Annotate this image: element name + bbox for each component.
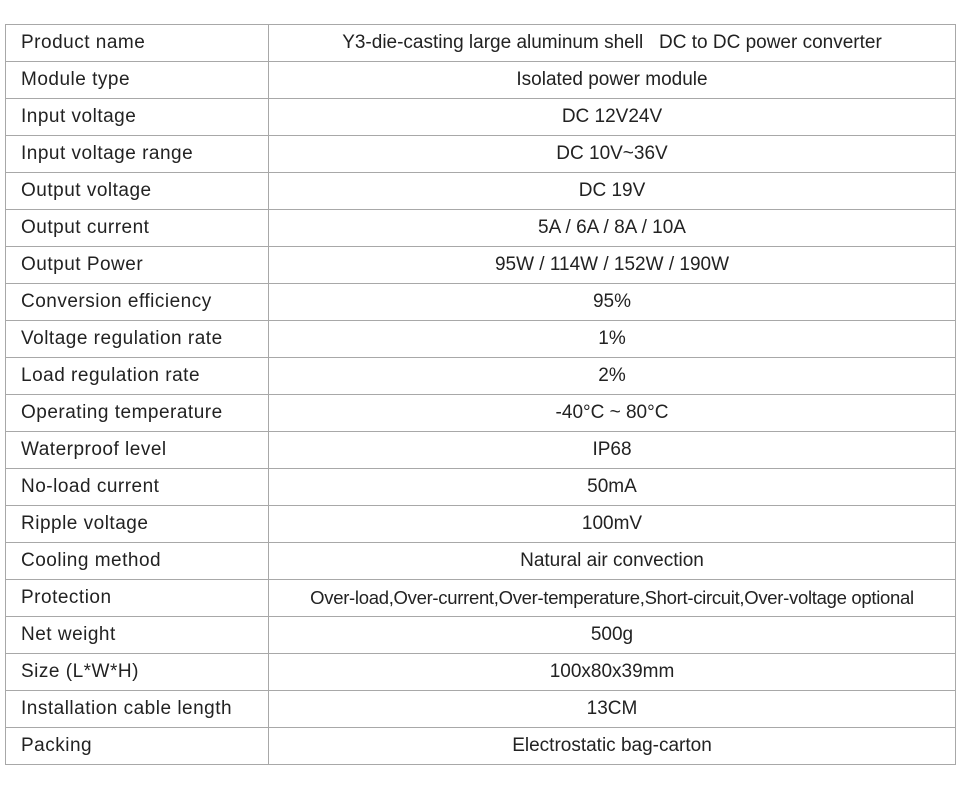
table-row (6, 432, 956, 469)
spec-value: 2% (269, 358, 956, 395)
spec-value: Y3-die-casting large aluminum shell DC to DC power converter (269, 25, 956, 62)
table-row (6, 62, 956, 99)
spec-label: Output current (6, 210, 269, 247)
spec-label: Operating temperature (6, 395, 269, 432)
spec-label: Waterproof level (6, 432, 269, 469)
spec-value: 5A / 6A / 8A / 10A (269, 210, 956, 247)
spec-value: DC 10V~36V (269, 136, 956, 173)
table-row (6, 728, 956, 765)
table-row (6, 173, 956, 210)
spec-label: Output voltage (6, 173, 269, 210)
spec-label: Packing (6, 728, 269, 765)
spec-value: 100x80x39mm (269, 654, 956, 691)
spec-value: 95W / 114W / 152W / 190W (269, 247, 956, 284)
table-row (6, 543, 956, 580)
table-row (6, 321, 956, 358)
spec-value: 1% (269, 321, 956, 358)
spec-label: Installation cable length (6, 691, 269, 728)
table-row (6, 358, 956, 395)
table-row (6, 654, 956, 691)
table-row (6, 617, 956, 654)
spec-label: Product name (6, 25, 269, 62)
spec-label: Net weight (6, 617, 269, 654)
table-row (6, 506, 956, 543)
spec-label: Input voltage range (6, 136, 269, 173)
spec-value: 95% (269, 284, 956, 321)
spec-value: -40°C ~ 80°C (269, 395, 956, 432)
spec-label: Load regulation rate (6, 358, 269, 395)
spec-value: DC 19V (269, 173, 956, 210)
spec-value: Electrostatic bag-carton (269, 728, 956, 765)
spec-value: Natural air convection (269, 543, 956, 580)
table-row (6, 247, 956, 284)
table-row (6, 99, 956, 136)
spec-label: Input voltage (6, 99, 269, 136)
spec-value: 500g (269, 617, 956, 654)
spec-value: 13CM (269, 691, 956, 728)
spec-value: DC 12V24V (269, 99, 956, 136)
spec-value: Over-load,Over-current,Over-temperature,Short-circuit,Over-voltage optional (269, 580, 956, 617)
table-row (6, 25, 956, 62)
table-row (6, 580, 956, 617)
spec-value: 50mA (269, 469, 956, 506)
table-row (6, 469, 956, 506)
spec-label: Cooling method (6, 543, 269, 580)
spec-label: Size (L*W*H) (6, 654, 269, 691)
spec-value: IP68 (269, 432, 956, 469)
spec-label: No-load current (6, 469, 269, 506)
spec-table (5, 24, 956, 765)
table-row (6, 395, 956, 432)
table-row (6, 210, 956, 247)
table-row (6, 691, 956, 728)
spec-value: 100mV (269, 506, 956, 543)
spec-value: Isolated power module (269, 62, 956, 99)
spec-label: Conversion efficiency (6, 284, 269, 321)
spec-label: Ripple voltage (6, 506, 269, 543)
spec-label: Protection (6, 580, 269, 617)
spec-label: Output Power (6, 247, 269, 284)
spec-label: Module type (6, 62, 269, 99)
spec-label: Voltage regulation rate (6, 321, 269, 358)
table-row (6, 136, 956, 173)
table-row (6, 284, 956, 321)
